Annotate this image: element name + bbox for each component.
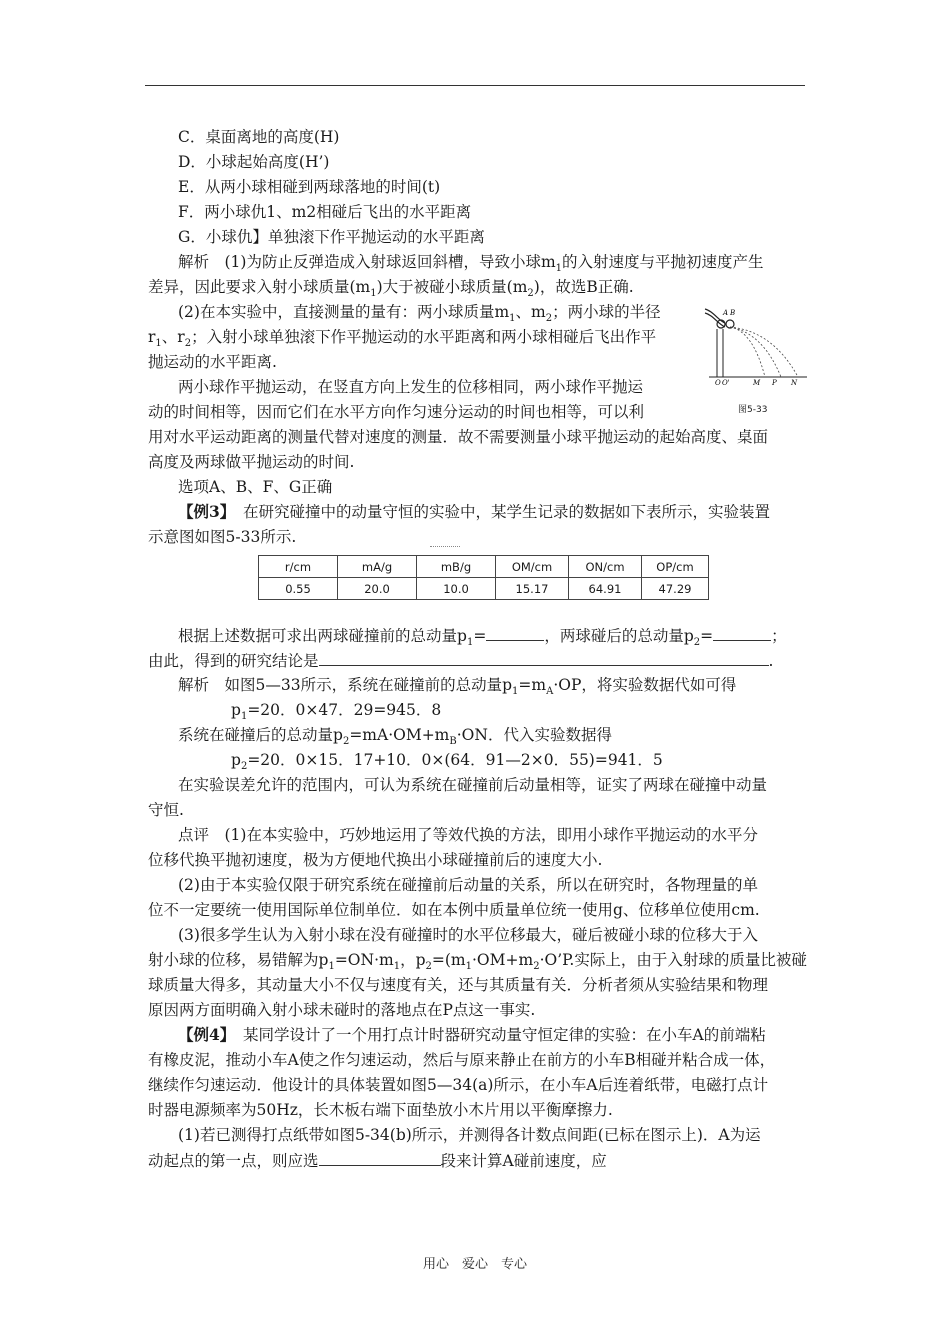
- answer-blank-p2[interactable]: [713, 625, 771, 641]
- scan-dots: [430, 546, 460, 549]
- solution-line-2: $p_1=20$．0×47．29=945．8: [231, 701, 442, 723]
- table-cell: 0.55: [259, 578, 338, 600]
- table-header-cell: OP/cm: [642, 556, 709, 578]
- fig-label-b: B: [730, 309, 736, 317]
- comment-line-4: 位不一定要统一使用国际单位制单位．如在本例中质量单位统一使用g、位移单位使用cm.: [148, 901, 760, 919]
- analysis-line-7: 动的时间相等，因而它们在水平方向作匀速分运动的时间也相等，可以利: [148, 403, 645, 421]
- solution-line-1: 解析 如图5—33所示，系统在碰撞前的总动量$p_1=m_A\cdot OP$，将实验数据代如可得: [178, 676, 737, 698]
- fig-label-a: A: [723, 309, 729, 317]
- example-4-line-6: 动起点的第一点，则应选 段来计算A碰前速度，应: [148, 1152, 607, 1170]
- comment-line-1: 点评 (1)在本实验中，巧妙地运用了等效代换的方法，即用小球作平抛运动的水平分: [178, 826, 758, 844]
- example-4-line-1: 【例4】 某同学设计了一个用打点计时器研究动量守恒定律的实验：在小车A的前端粘: [178, 1025, 766, 1044]
- header-rule: [145, 85, 805, 86]
- table-header-cell: OM/cm: [496, 556, 569, 578]
- option-e: E．从两小球相碰到两球落地的时间(t): [178, 178, 441, 196]
- table-header-row: [259, 556, 709, 578]
- option-g: G．小球仇】单独滚下作平抛运动的水平距离: [178, 228, 485, 246]
- table-cell: 64.91: [569, 578, 642, 600]
- example-3-line-1: 【例3】 在研究碰撞中的动量守恒的实验中，某学生记录的数据如下表所示，实验装置: [178, 502, 771, 521]
- table-cell: 10.0: [417, 578, 496, 600]
- table-header-cell: ON/cm: [569, 556, 642, 578]
- solution-line-4: $p_2=20$．0×15．17+10．0×(64．91—2×0．55)=941．5: [231, 751, 663, 773]
- answer-blank-segment[interactable]: [319, 1150, 441, 1166]
- analysis-line-3: (2)在本实验中，直接测量的量有：两小球质量$m_1$、$m_2$；两小球的半径: [178, 303, 661, 325]
- analysis-line-8: 用对水平运动距离的测量代替对速度的测量．故不需要测量小球平抛运动的起始高度、桌面: [148, 428, 769, 446]
- answer-blank-p1[interactable]: [486, 625, 544, 641]
- analysis-line-6: 两小球作平抛运动，在竖直方向上发生的位移相同，两小球作平抛运: [178, 378, 644, 396]
- comment-line-2: 位移代换平抛初速度，极为方便地代换出小球碰撞前后的速度大小.: [148, 851, 603, 869]
- example-4-line-2: 有橡皮泥，推动小车A使之作匀速运动，然后与原来静止在前方的小车B相碰并粘合成一体，: [148, 1051, 776, 1069]
- comment-line-8: 原因两方面明确入射小球未碰时的落地点在P点这一事实.: [148, 1001, 536, 1019]
- table-cell: 47.29: [642, 578, 709, 600]
- page-footer: 用心 爱心 专心: [422, 1257, 527, 1272]
- example-4-line-4: 时器电源频率为50Hz，长木板右端下面垫放小木片用以平衡摩擦力.: [148, 1101, 613, 1119]
- fig-label-m: M: [753, 379, 761, 387]
- figure-caption: 图5-33: [738, 405, 768, 415]
- comment-line-6: 射小球的位移，易错解为$p_1=ON\cdot m_1$，$p_2=(m_1\cdot OM+m_2\cdot O’P$.实际上，由于入射球的质量比被碰: [148, 951, 807, 973]
- example-4-line-5: (1)若已测得打点纸带如图5-34(b)所示，并测得各计数点间距(已标在图示上)．A为运: [178, 1126, 761, 1144]
- table-header-cell: mB/g: [417, 556, 496, 578]
- comment-line-7: 球质量大得多，其动量大小不仅与速度有关，还与其质量有关．分析者须从实验结果和物理: [148, 976, 769, 994]
- selection-answer: 选项A、B、F、G正确: [178, 478, 333, 496]
- data-table: [258, 555, 709, 600]
- analysis-line-9: 高度及两球做平抛运动的时间.: [148, 453, 355, 471]
- analysis-line-2: 差异，因此要求入射小球质量$(m_1)$大于被碰小球质量$(m_2)$，故选B正确.: [148, 278, 634, 300]
- question-line-1: 根据上述数据可求出两球碰撞前的总动量$p_1=$ ，两球碰后的总动量$p_2=$ ；: [178, 627, 787, 649]
- answer-blank-conclusion[interactable]: [319, 650, 769, 666]
- analysis-line-5: 抛运动的水平距离.: [148, 353, 277, 371]
- solution-line-6: 守恒.: [148, 801, 184, 819]
- solution-line-5: 在实验误差允许的范围内，可认为系统在碰撞前后动量相等，证实了两球在碰撞中动量: [178, 776, 768, 794]
- analysis-line-1: 解析 (1)为防止反弹造成入射球返回斜槽，导致小球$m_1$的入射速度与平抛初速度产生: [178, 253, 764, 275]
- fig-label-o-prime: O': [722, 379, 730, 387]
- comment-line-3: (2)由于本实验仅限于研究系统在碰撞前后动量的关系，所以在研究时，各物理量的单: [178, 876, 758, 894]
- collision-apparatus-figure: [703, 303, 807, 415]
- fig-label-o: O: [715, 379, 721, 387]
- example-3-line-2: 示意图如图5-33所示.: [148, 528, 297, 546]
- option-f: F．两小球仇1、m2相碰后飞出的水平距离: [178, 203, 472, 221]
- analysis-line-4: $r_1$、$r_2$；入射小球单独滚下作平抛运动的水平距离和两小球相碰后飞出作平: [148, 328, 657, 350]
- option-c: C．桌面离地的高度(H): [178, 128, 340, 146]
- option-d: D．小球起始高度(H’): [178, 153, 330, 171]
- table-header-cell: r/cm: [259, 556, 338, 578]
- question-line-2: 由此，得到的研究结论是 .: [148, 652, 774, 670]
- table-row: [259, 578, 709, 600]
- example-4-line-3: 继续作匀速运动．他设计的具体装置如图5—34(a)所示，在小车A后连着纸带，电磁打点计: [148, 1076, 769, 1094]
- table-cell: 15.17: [496, 578, 569, 600]
- solution-line-3: 系统在碰撞后的总动量$p_2=mA\cdot OM+m_B\cdot ON$．代入实验数据得: [178, 726, 612, 748]
- fig-label-p: P: [772, 379, 777, 387]
- table-cell: 20.0: [338, 578, 417, 600]
- fig-label-n: N: [791, 379, 798, 387]
- table-header-cell: mA/g: [338, 556, 417, 578]
- comment-line-5: (3)很多学生认为入射小球在没有碰撞时的水平位移最大，碰后被碰小球的位移大于入: [178, 926, 758, 944]
